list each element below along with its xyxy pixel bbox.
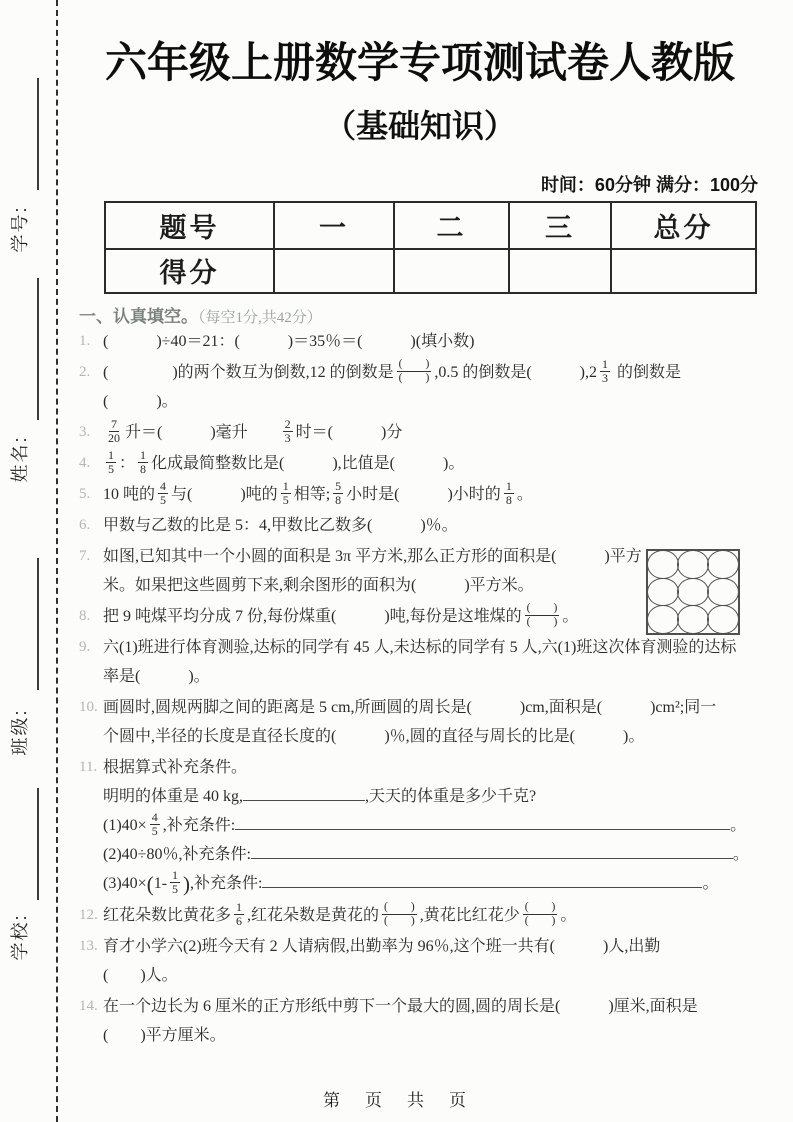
question-body xyxy=(103,511,769,540)
section-name: 一、认真填空。 xyxy=(79,307,198,326)
question-line: 明明的体重是 40 kg, ,天天的体重是多少千克? xyxy=(103,782,769,811)
question-line: 把 9 吨煤平均分成 7 份,每份煤重( )吨,每份是这堆煤的 ( ) ( ) 。 xyxy=(103,602,579,628)
question-line: ( )。 xyxy=(103,393,178,410)
question xyxy=(79,480,769,509)
fraction: $\frac{7}{20}$ xyxy=(108,416,120,445)
fraction: $\frac{1}{5}$ xyxy=(172,867,179,896)
blank-fraction: ( ) ( ) xyxy=(398,358,430,384)
questions xyxy=(79,327,769,1052)
question-line: 个圆中,半径的长度是直径长度的( )％,圆的直径与周长的比是( )。 xyxy=(103,728,645,745)
question-number: 3. xyxy=(79,424,91,440)
question xyxy=(79,327,769,356)
question-line: 在一个边长为 6 厘米的正方形纸中剪下一个最大的圆,圆的周长是( )厘米,面积是 xyxy=(103,997,698,1015)
question xyxy=(79,932,769,990)
exam-meta: 时间：60分钟 满分：100分 xyxy=(540,175,758,195)
question-line: 红花朵数比黄花多 $\frac{1}{6}$ ,红花朵数是黄花的 ( ) ( ) ,黄花比红花少 ( ) ( ) 。 xyxy=(103,899,577,928)
question-line: 10 吨的 $\frac{4}{5}$ 与( )吨的 $\frac{1}{5}$ 相等; $\frac{5}{8}$ 小时是( )小时的 $\frac{1}{8}$ 。 xyxy=(103,478,533,507)
question-body xyxy=(103,418,769,447)
question-line: 画圆时,圆规两脚之间的距离是 5 cm,所画圆的周长是( )cm,面积是( )cm²;同一 xyxy=(103,699,717,716)
big-paren: ( xyxy=(146,871,154,896)
question-number: 14. xyxy=(79,997,98,1014)
question-number: 7. xyxy=(79,548,91,564)
question-number: 2. xyxy=(79,364,91,380)
question-number: 4. xyxy=(79,455,91,471)
score-cell-empty xyxy=(393,248,508,293)
question-body xyxy=(103,901,769,930)
fraction: $\frac{5}{8}$ xyxy=(335,478,342,507)
circle xyxy=(647,550,678,579)
fraction: $\frac{1}{5}$ xyxy=(282,478,289,507)
question-line: (3)40×(1- $\frac{1}{5}$ ),补充条件: 。 xyxy=(103,867,719,896)
question-line: (2)40÷80％,补充条件: 。 xyxy=(103,840,769,869)
question-line: (1)40× $\frac{4}{5}$ ,补充条件: 。 xyxy=(103,809,747,838)
student-id-label: 学号: xyxy=(10,205,30,253)
question-line: 六(1)班进行体育测验,达标的同学有 45 人,未达标的同学有 5 人,六(1)班这次体育测验的达标 xyxy=(103,639,737,656)
fill-blank xyxy=(243,785,365,801)
school-blank-line xyxy=(37,788,39,900)
question-number: 11. xyxy=(79,759,98,775)
score-cell-empty xyxy=(508,248,610,293)
blank-fraction: ( ) ( ) xyxy=(384,901,415,927)
circle xyxy=(677,578,708,607)
class-label: 班级: xyxy=(10,708,30,756)
question-body xyxy=(103,327,769,356)
score-table-header-cell: 一 xyxy=(273,203,393,248)
question xyxy=(79,992,769,1050)
circle xyxy=(707,578,738,607)
question-number: 12. xyxy=(79,906,98,923)
circle xyxy=(647,578,678,607)
blank-fraction: ( ) ( ) xyxy=(526,602,558,628)
fraction: $\frac{1}{5}$ xyxy=(108,447,114,476)
question-number: 13. xyxy=(79,937,98,954)
blank-fraction: ( ) ( ) xyxy=(524,901,556,927)
fraction: $\frac{1}{3}$ xyxy=(602,356,609,385)
fraction: $\frac{4}{5}$ xyxy=(160,478,167,507)
circle xyxy=(707,605,738,634)
question-number: 9. xyxy=(79,639,91,655)
question-line: 甲数与乙数的比是 5：4,甲数比乙数多( )％。 xyxy=(103,517,458,534)
question-line: ( )平方厘米。 xyxy=(103,1026,226,1044)
score-table-header-cell: 三 xyxy=(508,203,610,248)
footer-page-label: 第 页 共 页 xyxy=(323,1091,470,1110)
school-label: 学校: xyxy=(10,913,30,961)
score-table-header-cell: 总分 xyxy=(610,203,755,248)
circle xyxy=(647,605,678,634)
question xyxy=(79,511,769,540)
question xyxy=(79,693,769,751)
question-body xyxy=(103,449,769,478)
fraction: $\frac{2}{3}$ xyxy=(284,416,291,445)
question-number: 1. xyxy=(79,333,91,349)
fraction: $\frac{1}{8}$ xyxy=(140,447,147,476)
question xyxy=(79,901,769,930)
circle xyxy=(677,550,708,579)
page-title: 六年级上册数学专项测试卷人教版 xyxy=(104,39,735,86)
question-line: ( )人。 xyxy=(103,966,178,984)
question xyxy=(79,418,769,447)
name-label: 姓名: xyxy=(10,435,30,483)
score-table xyxy=(104,201,757,294)
question-number: 6. xyxy=(79,517,91,533)
nine-circles-figure xyxy=(646,549,740,635)
circle xyxy=(707,550,738,579)
question-body xyxy=(103,358,769,416)
binding-dashed-line xyxy=(56,0,58,1122)
fill-blank xyxy=(235,814,730,830)
fraction: $\frac{1}{6}$ xyxy=(236,899,243,928)
score-cell-empty xyxy=(610,248,755,293)
section-header xyxy=(79,302,322,327)
fill-blank xyxy=(262,872,702,888)
question-number: 10. xyxy=(79,699,98,715)
question-body xyxy=(103,753,769,899)
question-line: $\frac{1}{5}$ ： $\frac{1}{8}$ 化成最简整数比是( ),比值是( )。 xyxy=(108,447,465,476)
circle xyxy=(677,605,708,634)
question-line: 如图,已知其中一个小圆的面积是 3π 平方米,那么正方形的面积是( )平方 xyxy=(103,548,642,565)
score-table-header-cell: 二 xyxy=(393,203,508,248)
question-body xyxy=(103,693,769,751)
question-line: ( )÷40＝21：( )＝35％＝( )(填小数) xyxy=(103,333,475,350)
question-number: 5. xyxy=(79,486,91,502)
question-line: $\frac{7}{20}$ 升＝( )毫升 $\frac{2}{3}$ 时＝( )分 xyxy=(108,416,403,445)
class-blank-line xyxy=(37,558,39,690)
question-body xyxy=(103,932,769,990)
score-cell-empty xyxy=(273,248,393,293)
score-row-label: 得分 xyxy=(106,248,273,293)
question-line: ( )的两个数互为倒数,12 的倒数是 ( ) ( ) ,0.5 的倒数是( ),2 $\frac{1}{3}$ 的倒数是 xyxy=(103,356,682,385)
fill-blank xyxy=(251,843,733,859)
question-body xyxy=(103,633,769,691)
section-note: （每空1分,共42分） xyxy=(198,310,322,326)
fraction: $\frac{4}{5}$ xyxy=(151,809,158,838)
big-paren: ) xyxy=(183,871,191,896)
question-line: 米。如果把这些圆剪下来,剩余图形的面积为( )平方米。 xyxy=(103,577,534,594)
question-line: 率是( )。 xyxy=(103,668,210,685)
score-table-header-cell: 题号 xyxy=(159,212,220,243)
question xyxy=(79,633,769,691)
question-body xyxy=(103,992,769,1050)
question xyxy=(79,449,769,478)
page-subtitle: （基础知识） xyxy=(323,108,516,144)
question xyxy=(79,753,769,899)
question-line: 根据算式补充条件。 xyxy=(103,759,248,776)
question-line: 育才小学六(2)班今天有 2 人请病假,出勤率为 96％,这个班一共有( )人,出勤 xyxy=(103,937,661,955)
question-body xyxy=(103,480,769,509)
question-number: 8. xyxy=(79,608,91,624)
fraction: $\frac{1}{8}$ xyxy=(505,478,512,507)
name-blank-line xyxy=(37,278,39,420)
question xyxy=(79,358,769,416)
